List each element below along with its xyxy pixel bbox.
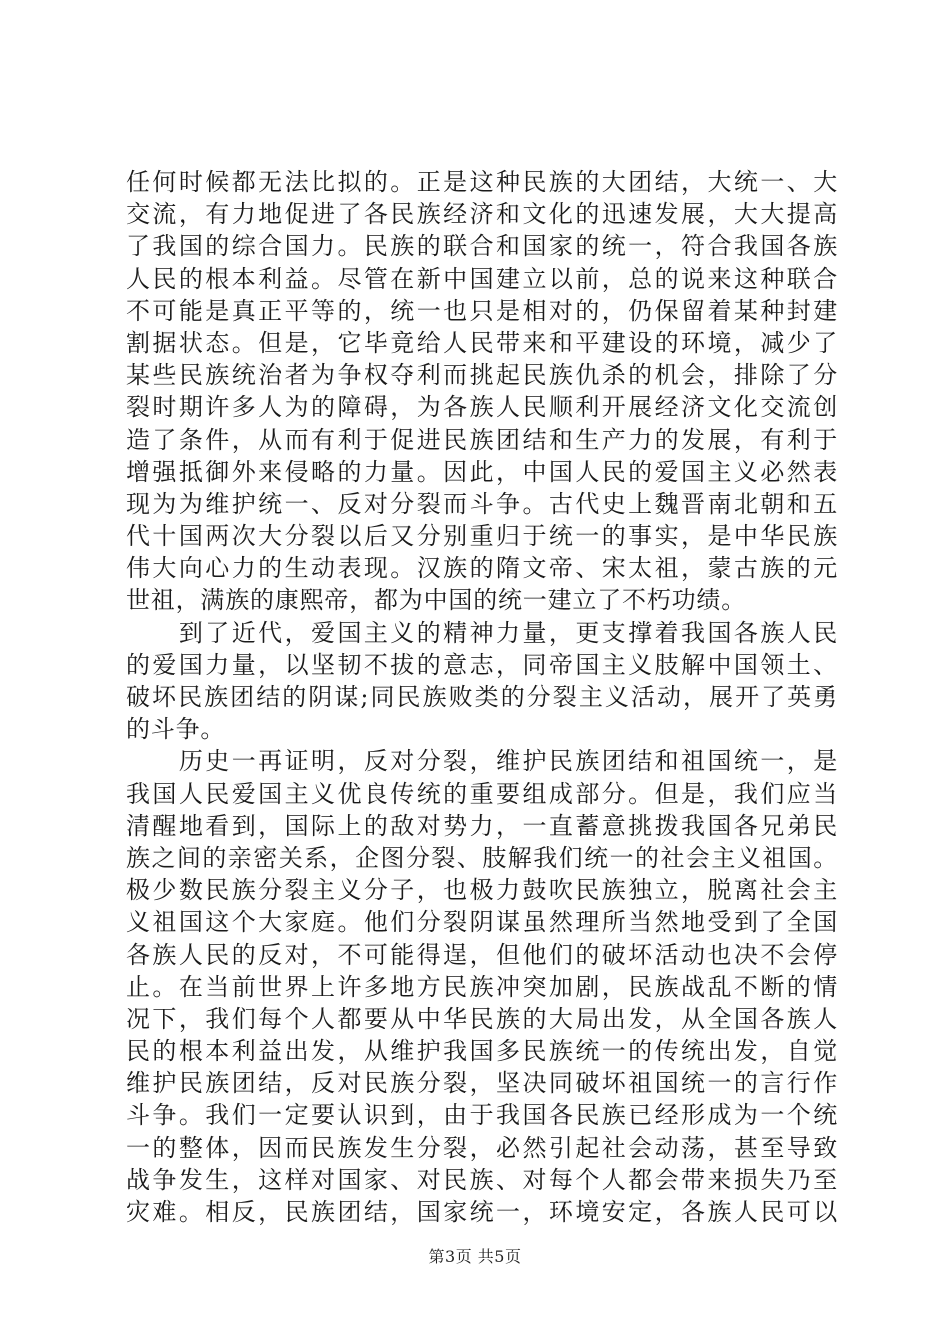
text-line: 代十国两次大分裂以后又分别重归于统一的事实，是中华民族: [126, 522, 838, 551]
text-line: 战争发生，这样对国家、对民族、对每个人都会带来损失乃至: [126, 1165, 838, 1194]
text-line: 到了近代，爱国主义的精神力量，更支撑着我国各族人民: [126, 618, 838, 647]
text-line: 造了条件，从而有利于促进民族团结和生产力的发展，有利于: [126, 425, 838, 454]
text-line: 灾难。相反，民族团结，国家统一，环境安定，各族人民可以: [126, 1198, 838, 1226]
text-line: 某些民族统治者为争权夺利而挑起民族仇杀的机会，排除了分: [126, 361, 838, 390]
text-line: 了我国的综合国力。民族的联合和国家的统一，符合我国各族: [126, 232, 838, 261]
text-line: 极少数民族分裂主义分子，也极力鼓吹民族独立，脱离社会主: [126, 876, 838, 905]
text-line: 况下，我们每个人都要从中华民族的大局出发，从全国各族人: [126, 1004, 838, 1033]
body-text: [126, 166, 838, 1228]
text-line: 我国人民爱国主义优良传统的重要组成部分。但是，我们应当: [126, 779, 838, 808]
text-line: 割据状态。但是，它毕竟给人民带来和平建设的环境，减少了: [126, 328, 838, 357]
text-line: 伟大向心力的生动表现。汉族的隋文帝、宋太祖，蒙古族的元: [126, 554, 838, 583]
text-line: 任何时候都无法比拟的。正是这种民族的大团结，大统一、大: [126, 168, 838, 196]
text-line: 斗争。我们一定要认识到，由于我国各民族已经形成为一个统: [126, 1101, 838, 1130]
text-line: 历史一再证明，反对分裂，维护民族团结和祖国统一，是: [126, 747, 838, 776]
text-line: 增强抵御外来侵略的力量。因此，中国人民的爱国主义必然表: [126, 457, 838, 486]
text-line: 维护民族团结，反对民族分裂，坚决同破坏祖国统一的言行作: [126, 1069, 838, 1098]
text-line: 的斗争。: [126, 715, 226, 744]
text-line: 各族人民的反对，不可能得逞，但他们的破坏活动也决不会停: [126, 940, 838, 969]
text-line: 义祖国这个大家庭。他们分裂阴谋虽然理所当然地受到了全国: [126, 908, 838, 937]
text-line: 交流，有力地促进了各民族经济和文化的迅速发展，大大提高: [126, 200, 838, 229]
text-line: 破坏民族团结的阴谋;同民族败类的分裂主义活动，展开了英勇: [126, 683, 838, 711]
text-line: 世祖，满族的康熙帝，都为中国的统一建立了不朽功绩。: [126, 586, 746, 615]
text-line: 不可能是真正平等的，统一也只是相对的，仍保留着某种封建: [126, 296, 838, 325]
text-line: 的爱国力量，以坚韧不拔的意志，同帝国主义肢解中国领土、: [126, 650, 838, 679]
page-footer: 第3页 共5页: [428, 1247, 522, 1266]
text-line: 清醒地看到，国际上的敌对势力，一直蓄意挑拨我国各兄弟民: [126, 811, 838, 840]
text-line: 裂时期许多人为的障碍，为各族人民顺利开展经济文化交流创: [126, 393, 838, 422]
text-line: 止。在当前世界上许多地方民族冲突加剧，民族战乱不断的情: [126, 972, 838, 1001]
text-line: 族之间的亲密关系，企图分裂、肢解我们统一的社会主义祖国。: [126, 843, 838, 872]
text-line: 一的整体，因而民族发生分裂，必然引起社会动荡，甚至导致: [126, 1133, 838, 1162]
text-line: 民的根本利益出发，从维护我国多民族统一的传统出发，自觉: [126, 1037, 838, 1066]
text-line: 现为为维护统一、反对分裂而斗争。古代史上魏晋南北朝和五: [126, 489, 838, 518]
text-line: 人民的根本利益。尽管在新中国建立以前，总的说来这种联合: [126, 264, 838, 293]
